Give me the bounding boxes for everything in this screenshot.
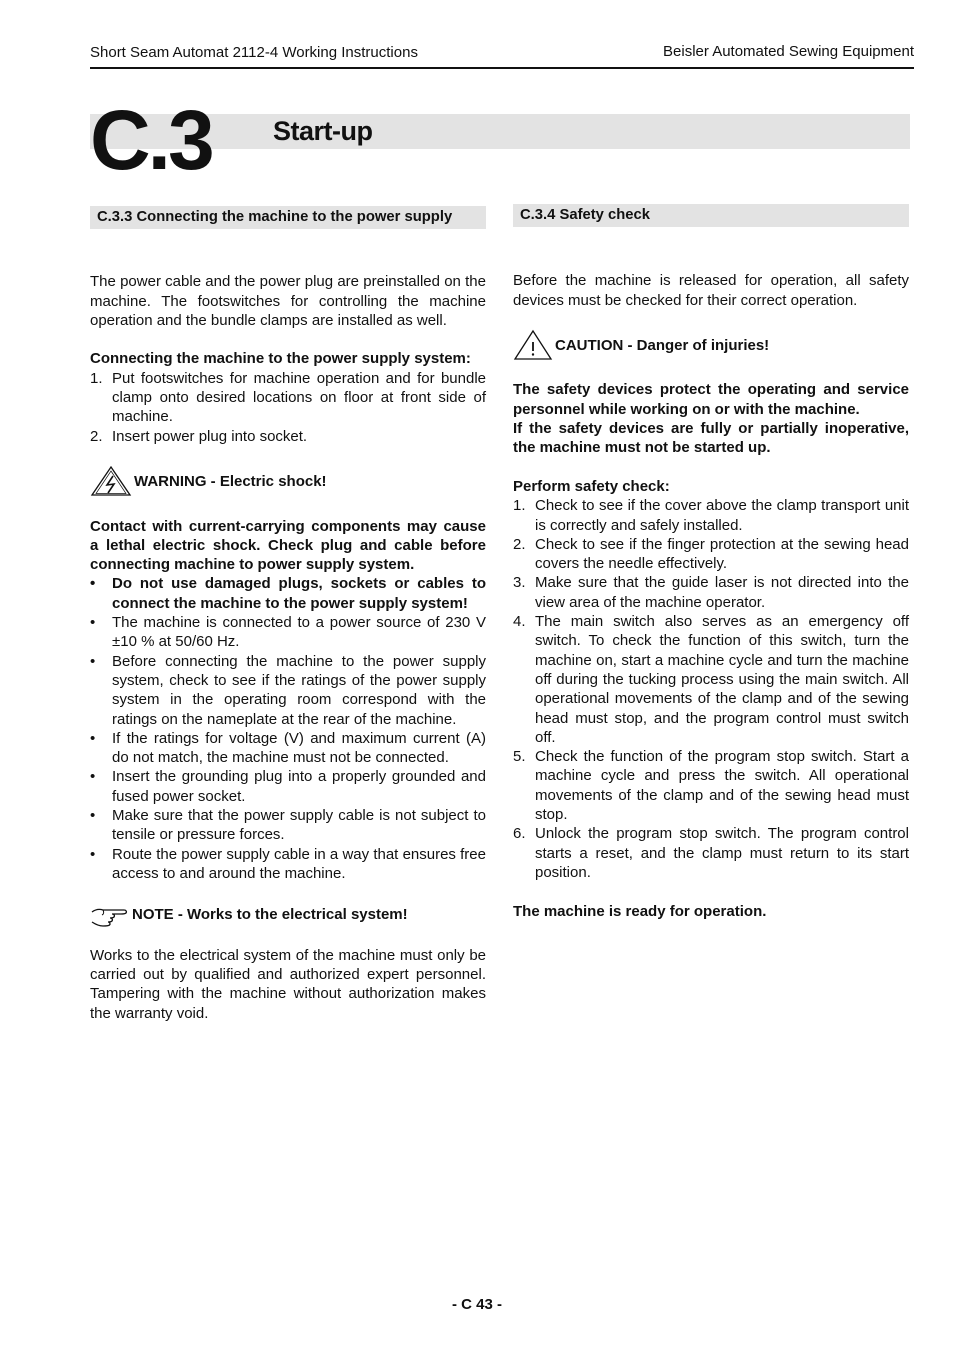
section-heading-power-supply: C.3.3 Connecting the machine to the power supply: [90, 206, 486, 229]
safety-intro-paragraph: Before the machine is released for operation, all safety devices must be checked for their correct operation.: [513, 272, 909, 309]
power-intro-paragraph: The power cable and the power plug are preinstalled on the machine. The footswitches for controlling the machine operation and the bundle clamps are installed as well.: [90, 273, 486, 329]
list-item: 6. Unlock the program stop switch. The program control starts a reset, and the clamp must return to its start position.: [513, 825, 909, 881]
company-name: Beisler Automated Sewing Equipment: [663, 43, 914, 60]
list-item: 2. Insert power plug into socket.: [90, 427, 308, 445]
list-item: 3. Make sure that the guide laser is not directed into the view area of the machine operator.: [513, 574, 909, 611]
note-text: Works to the electrical system of the machine must only be carried out by qualified and authorized expert personnel. Tampering with the machine without authorization makes the warranty void.: [90, 946, 486, 1022]
list-item: 1. Put footswitches for machine operation and for bundle clamp onto desired locations on floor at front side of machine.: [90, 369, 486, 426]
list-item: • If the ratings for voltage (V) and maximum current (A) do not match, the machine must not be connected.: [90, 729, 486, 767]
section-heading-safety-check: C.3.4 Safety check: [513, 204, 909, 227]
warning-callout: [90, 465, 486, 497]
power-steps-title: Connecting the machine to the power supply system:: [90, 350, 471, 368]
note-callout: [90, 903, 486, 927]
safety-steps-title: Perform safety check:: [513, 477, 670, 495]
caution-text-2: If the safety devices are fully or partially inoperative, the machine must not be started up.: [513, 420, 909, 457]
power-safety-bullets: [90, 574, 486, 883]
safety-steps-list: [513, 496, 909, 882]
list-item: 4. The main switch also serves as an emergency off switch. To check the function of this switch, turn the machine on, start a machine cycle and turn the machine off during the tucking process using the main switch. All operational movements of the clamp and of the sewing head must stop, and the program control must switch off.: [513, 613, 909, 746]
warning-text: Contact with current-carrying components may cause a lethal electric shock. Check plug and cable before connecting machine to power supply system.: [90, 517, 486, 574]
left-column: [90, 204, 486, 1042]
ready-statement: The machine is ready for operation.: [513, 902, 767, 920]
caution-triangle-icon: [513, 329, 553, 361]
page-number: - C 43 -: [451, 1296, 502, 1313]
warning-triangle-icon: [90, 465, 132, 497]
right-column: [513, 204, 909, 940]
warning-title: WARNING - Electric shock!: [134, 472, 327, 490]
chapter-title-band: [90, 114, 910, 149]
chapter-title: Start-up: [273, 116, 373, 146]
caution-text-1: The safety devices protect the operating and service personnel while working on or with the machine.: [513, 381, 909, 418]
note-title: NOTE - Works to the electrical system!: [132, 905, 408, 923]
pointing-hand-icon: [90, 903, 130, 927]
list-item: • Route the power supply cable in a way that ensures free access to and around the machine.: [90, 845, 486, 882]
list-item: • Do not use damaged plugs, sockets or cables to connect the machine to the power supply system!: [90, 575, 486, 612]
power-steps-list: [90, 369, 486, 446]
document-title: Short Seam Automat 2112-4 Working Instructions: [90, 44, 418, 61]
list-item: • Make sure that the power supply cable is not subject to tensile or pressure forces.: [90, 807, 486, 844]
header-divider: [90, 67, 914, 69]
list-item: • Before connecting the machine to the power supply system, check to see if the ratings of the power supply system in the operating room correspond with the ratings on the nameplate at the rear of the machine.: [90, 652, 486, 728]
caution-callout: [513, 329, 909, 361]
list-item: 2. Check to see if the finger protection at the sewing head covers the needle effectively.: [513, 535, 909, 573]
caution-title: CAUTION - Danger of injuries!: [555, 336, 770, 354]
list-item: • Insert the grounding plug into a properly grounded and fused power socket.: [90, 768, 486, 805]
list-item: 5. Check the function of the program stop switch. Start a machine cycle and press the switch. All operational movements of the clamp and of the sewing head must stop.: [513, 748, 909, 824]
list-item: • The machine is connected to a power source of 230 V ±10 % at 50/60 Hz.: [90, 614, 486, 651]
list-item: 1. Check to see if the cover above the clamp transport unit is correctly and safely installed.: [513, 497, 909, 534]
chapter-number: C.3: [90, 93, 212, 187]
